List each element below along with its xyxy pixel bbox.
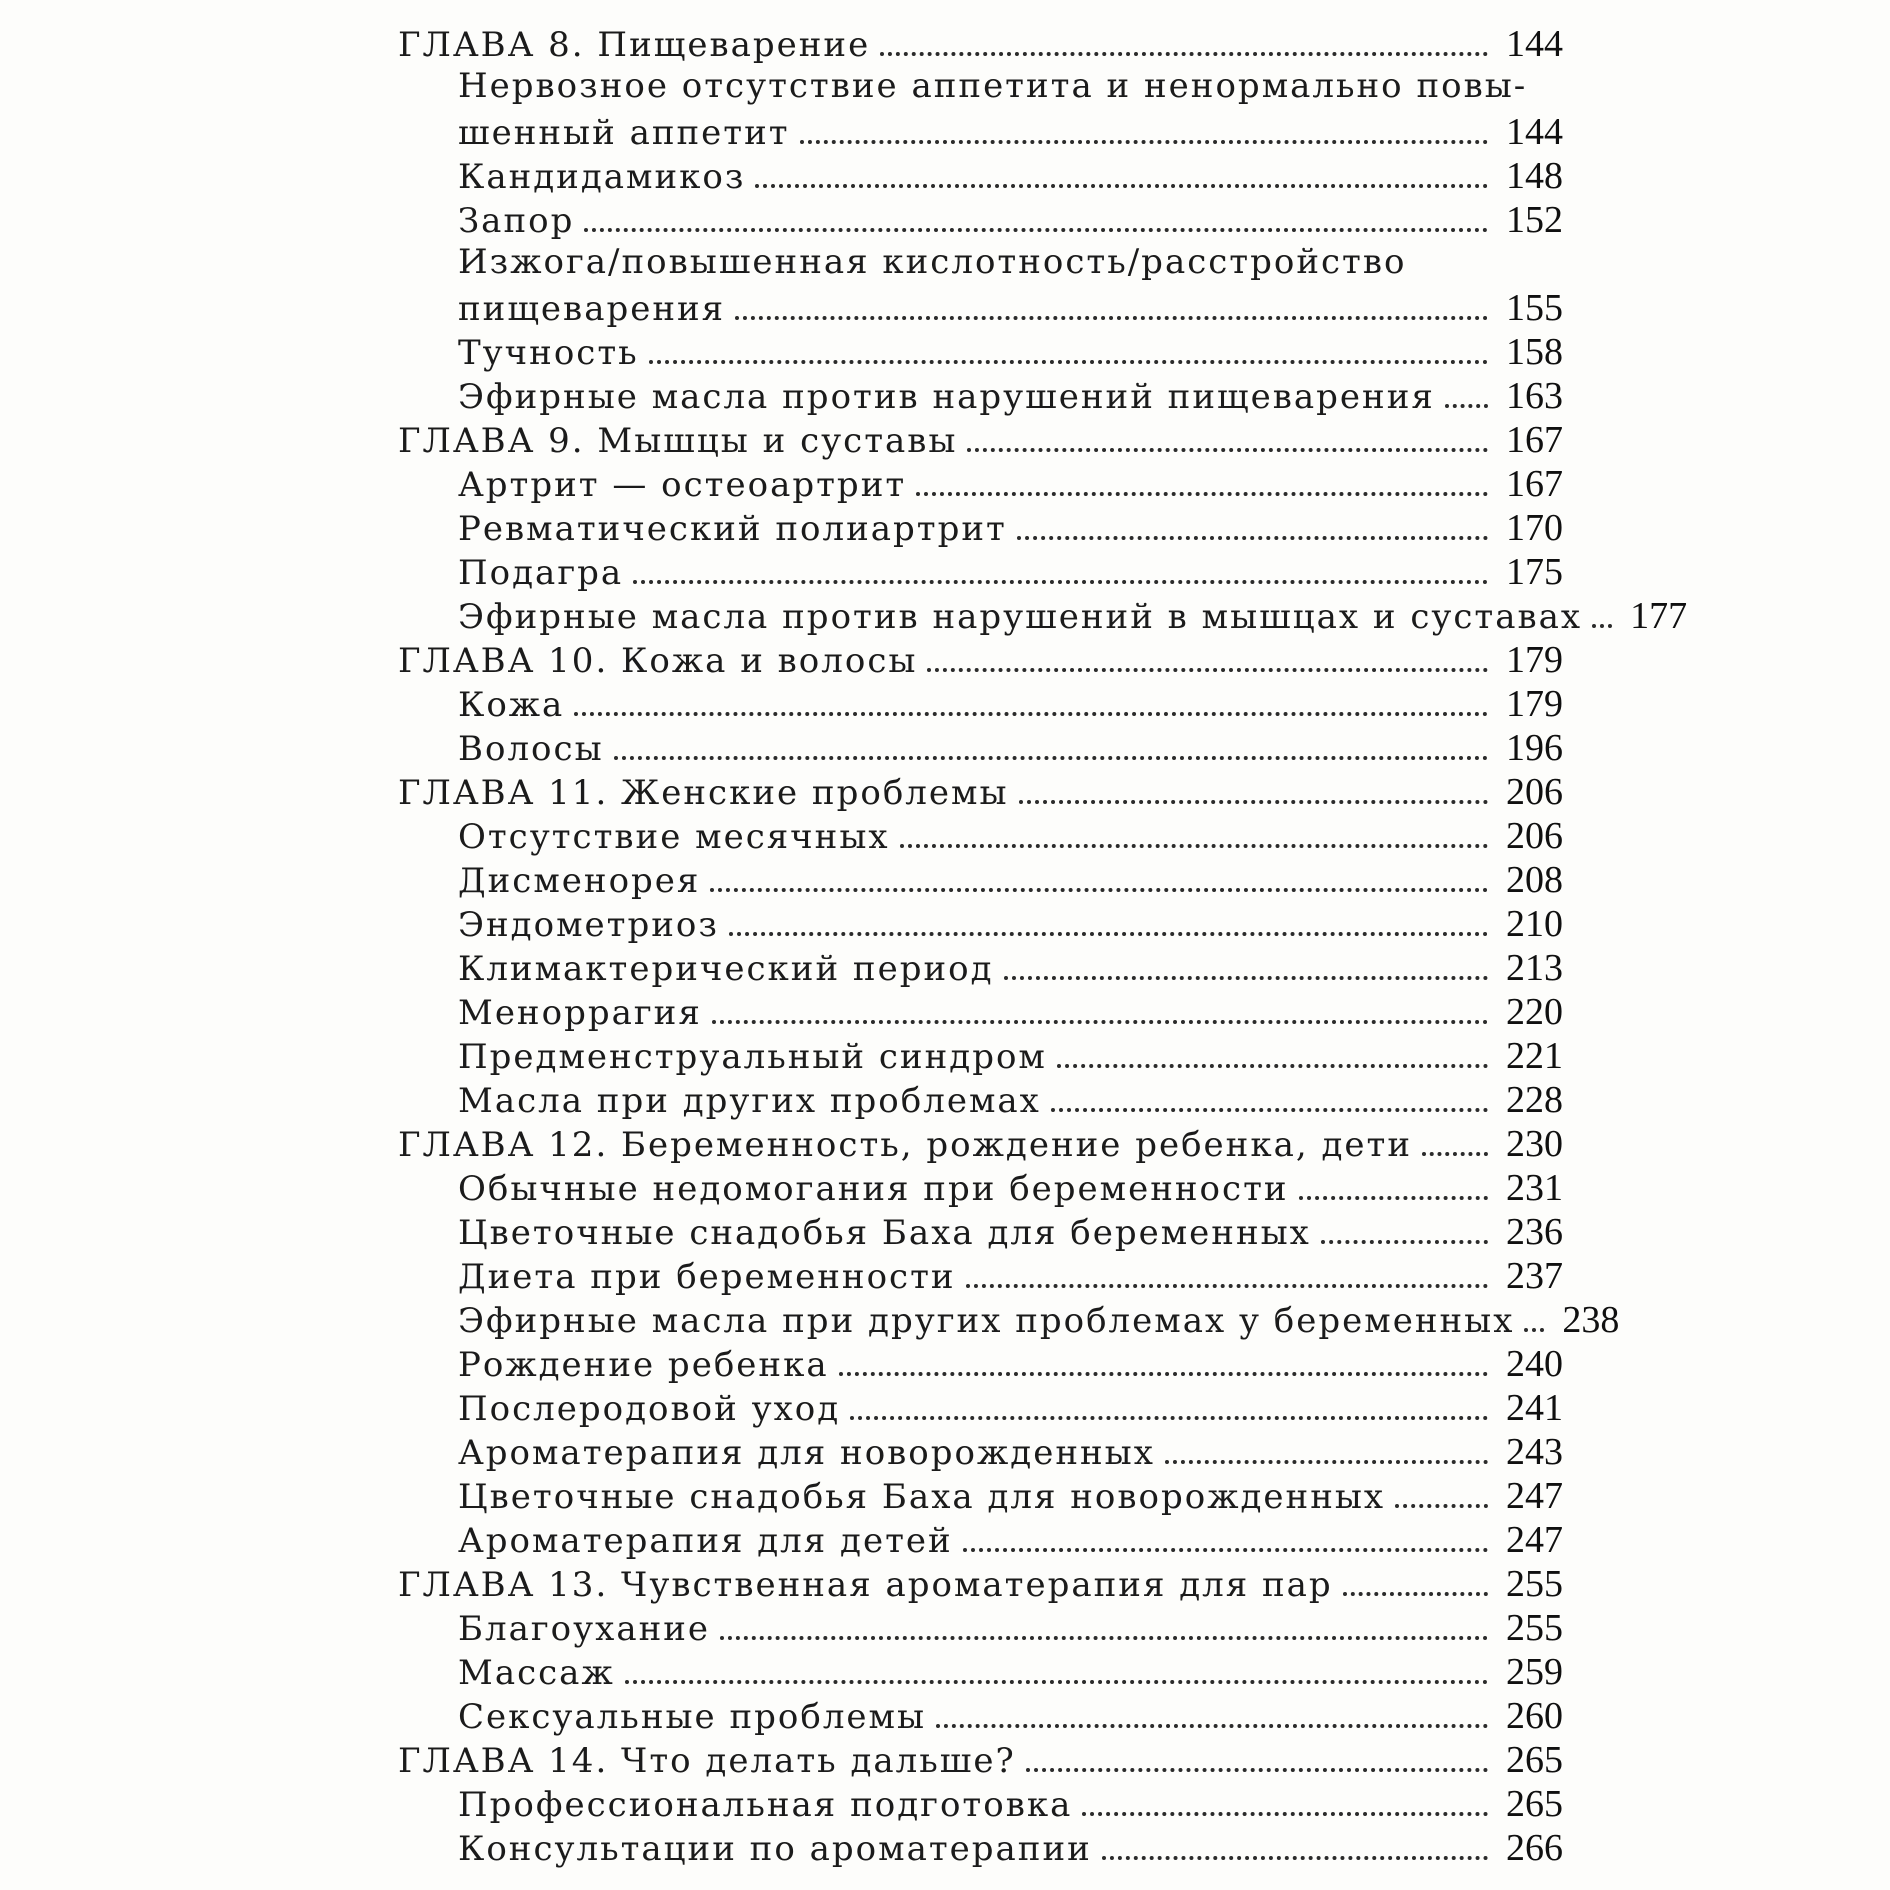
toc-entry-title: Ароматерапия для детей xyxy=(458,1521,953,1561)
toc-page-number: 163 xyxy=(1506,375,1563,417)
dot-leader xyxy=(1299,1196,1488,1200)
dot-leader xyxy=(839,1372,1488,1376)
toc-section-entry xyxy=(398,506,1578,550)
toc-section-entry xyxy=(398,1474,1578,1518)
toc-page-number: 237 xyxy=(1506,1255,1563,1297)
toc-section-entry xyxy=(398,594,1688,638)
dot-leader xyxy=(936,1724,1488,1728)
toc-page-number: 206 xyxy=(1506,815,1563,857)
dot-leader xyxy=(927,668,1488,672)
toc-entry-title: Сексуальные проблемы xyxy=(458,1697,927,1737)
dot-leader xyxy=(800,140,1488,144)
toc-entry-title: Изжога/повышенная кислотность/расстройство xyxy=(458,242,1407,282)
toc-chapter-entry xyxy=(398,638,1578,682)
toc-section-entry xyxy=(398,682,1578,726)
toc-entry-title: Профессиональная подготовка xyxy=(458,1785,1073,1825)
dot-leader xyxy=(1321,1240,1488,1244)
dot-leader xyxy=(574,712,1488,716)
dot-leader xyxy=(1445,404,1488,408)
toc-chapter-entry xyxy=(398,1738,1578,1782)
toc-section-entry xyxy=(398,110,1578,154)
toc-entry-title: ГЛАВА 11. Женские проблемы xyxy=(398,773,1009,813)
toc-page-number: 265 xyxy=(1506,1739,1563,1781)
toc-section-entry xyxy=(398,990,1578,1034)
dot-leader xyxy=(916,492,1488,496)
toc-section-entry xyxy=(398,902,1578,946)
toc-page-number: 236 xyxy=(1506,1211,1563,1253)
dot-leader xyxy=(963,1548,1488,1552)
toc-entry-title: Благоухание xyxy=(458,1609,711,1649)
dot-leader xyxy=(880,52,1488,56)
toc-entry-title: Кожа xyxy=(458,685,565,725)
dot-leader xyxy=(1019,800,1488,804)
toc-page-number: 152 xyxy=(1506,199,1563,241)
toc-entry-title: Ароматерапия для новорожденных xyxy=(458,1433,1155,1473)
toc-page-number: 221 xyxy=(1506,1035,1563,1077)
toc-page-number: 241 xyxy=(1506,1387,1563,1429)
toc-entry-title: Эфирные масла при других проблемах у беременных xyxy=(458,1301,1515,1341)
toc-entry-title: Артрит — остеоартрит xyxy=(458,465,907,505)
toc-page-number: 266 xyxy=(1506,1827,1563,1869)
dot-leader xyxy=(966,1284,1488,1288)
toc-section-entry xyxy=(398,1606,1578,1650)
toc-entry-title: Диета при беременности xyxy=(458,1257,956,1297)
toc-entry-title: пищеварения xyxy=(458,289,726,329)
toc-entry-title: Меноррагия xyxy=(458,993,702,1033)
toc-section-entry xyxy=(398,858,1578,902)
dot-leader xyxy=(584,228,1488,232)
toc-section-entry xyxy=(398,1386,1578,1430)
dot-leader xyxy=(614,756,1488,760)
toc-page-number: 247 xyxy=(1506,1519,1563,1561)
toc-entry-title: Эфирные масла против нарушений пищеварения xyxy=(458,377,1435,417)
toc-page-number: 243 xyxy=(1506,1431,1563,1473)
toc-chapter-entry xyxy=(398,770,1578,814)
dot-leader xyxy=(1057,1064,1488,1068)
toc-page-number: 213 xyxy=(1506,947,1563,989)
toc-page-number: 177 xyxy=(1630,595,1688,637)
dot-leader xyxy=(1422,1152,1488,1156)
toc-page-number: 240 xyxy=(1506,1343,1563,1385)
toc-section-entry xyxy=(398,154,1578,198)
dot-leader xyxy=(1102,1856,1488,1860)
toc-entry-title: Запор xyxy=(458,201,575,241)
dot-leader xyxy=(649,360,1488,364)
toc-section-entry xyxy=(398,1826,1578,1870)
dot-leader xyxy=(710,888,1488,892)
toc-page-number: 220 xyxy=(1506,991,1563,1033)
toc-entry-title: Дисменорея xyxy=(458,861,701,901)
toc-section-entry xyxy=(398,1782,1578,1826)
toc-entry-title: ГЛАВА 8. Пищеварение xyxy=(398,25,871,65)
toc-entry-title: ГЛАВА 14. Что делать дальше? xyxy=(398,1741,1016,1781)
toc-page-number: 255 xyxy=(1506,1607,1563,1649)
toc-entry-title: Эфирные масла против нарушений в мышцах и суставах xyxy=(458,597,1583,637)
toc-page-number: 210 xyxy=(1506,903,1563,945)
toc-section-entry xyxy=(398,1650,1578,1694)
toc-entry-title: Цветочные снадобья Баха для новорожденных xyxy=(458,1477,1386,1517)
toc-section-entry xyxy=(398,330,1578,374)
dot-leader xyxy=(720,1636,1488,1640)
toc-chapter-entry xyxy=(398,1122,1578,1166)
toc-page-number: 148 xyxy=(1506,155,1563,197)
toc-page-number: 230 xyxy=(1506,1123,1563,1165)
dot-leader xyxy=(1524,1328,1544,1332)
toc-section-entry xyxy=(398,1518,1578,1562)
toc-page-number: 208 xyxy=(1506,859,1563,901)
toc-entry-title: Тучность xyxy=(458,333,639,373)
toc-section-entry xyxy=(398,946,1578,990)
toc-page-number: 231 xyxy=(1506,1167,1563,1209)
toc-section-entry xyxy=(398,198,1578,242)
toc-section-entry xyxy=(398,66,1578,110)
toc-entry-title: Подагра xyxy=(458,553,624,593)
dot-leader xyxy=(850,1416,1488,1420)
toc-page-number: 144 xyxy=(1506,111,1563,153)
toc-page-number: 265 xyxy=(1506,1783,1563,1825)
toc-entry-title: Рождение ребенка xyxy=(458,1345,829,1385)
dot-leader xyxy=(755,184,1488,188)
toc-page-number: 247 xyxy=(1506,1475,1563,1517)
toc-entry-title: Эндометриоз xyxy=(458,905,719,945)
toc-entry-title: Массаж xyxy=(458,1653,615,1693)
toc-section-entry xyxy=(398,1034,1578,1078)
dot-leader xyxy=(967,448,1488,452)
dot-leader xyxy=(735,316,1488,320)
toc-page-number: 260 xyxy=(1506,1695,1563,1737)
toc-section-entry xyxy=(398,1078,1578,1122)
dot-leader xyxy=(1026,1768,1488,1772)
toc-entry-title: Предменструальный синдром xyxy=(458,1037,1047,1077)
toc-section-entry xyxy=(398,1342,1578,1386)
toc-page-number: 155 xyxy=(1506,287,1563,329)
dot-leader xyxy=(1051,1108,1488,1112)
toc-entry-title: ГЛАВА 10. Кожа и волосы xyxy=(398,641,918,681)
toc-section-entry xyxy=(398,242,1578,286)
toc-chapter-entry xyxy=(398,22,1578,66)
toc-page-number: 228 xyxy=(1506,1079,1563,1121)
toc-entry-title: Масла при других проблемах xyxy=(458,1081,1041,1121)
toc-chapter-entry xyxy=(398,418,1578,462)
toc-page-number: 158 xyxy=(1506,331,1563,373)
toc-entry-title: шенный аппетит xyxy=(458,113,790,153)
toc-page-number: 259 xyxy=(1506,1651,1563,1693)
toc-page-number: 167 xyxy=(1506,419,1563,461)
toc-page-number: 144 xyxy=(1506,23,1563,65)
dot-leader xyxy=(1082,1812,1488,1816)
toc-section-entry xyxy=(398,1298,1620,1342)
toc-page-number: 255 xyxy=(1506,1563,1563,1605)
toc-section-entry xyxy=(398,1430,1578,1474)
dot-leader xyxy=(712,1020,1488,1024)
toc-entry-title: Послеродовой уход xyxy=(458,1389,841,1429)
dot-leader xyxy=(1592,624,1612,628)
toc-page-number: 179 xyxy=(1506,683,1563,725)
dot-leader xyxy=(1395,1504,1488,1508)
toc-entry-title: Ревматический полиартрит xyxy=(458,509,1007,549)
toc-page-number: 167 xyxy=(1506,463,1563,505)
toc-section-entry xyxy=(398,814,1578,858)
toc-page-number: 170 xyxy=(1506,507,1563,549)
toc-entry-title: ГЛАВА 9. Мышцы и суставы xyxy=(398,421,958,461)
toc-section-entry xyxy=(398,462,1578,506)
toc-section-entry xyxy=(398,726,1578,770)
toc-section-entry xyxy=(398,1694,1578,1738)
dot-leader xyxy=(1165,1460,1488,1464)
dot-leader xyxy=(625,1680,1488,1684)
toc-entry-title: Климактерический период xyxy=(458,949,994,989)
toc-entry-title: ГЛАВА 13. Чувственная ароматерапия для пар xyxy=(398,1565,1333,1605)
toc-section-entry xyxy=(398,374,1578,418)
table-of-contents xyxy=(398,22,1688,1870)
dot-leader xyxy=(1017,536,1488,540)
toc-entry-title: Цветочные снадобья Баха для беременных xyxy=(458,1213,1311,1253)
toc-chapter-entry xyxy=(398,1562,1578,1606)
toc-page-number: 179 xyxy=(1506,639,1563,681)
toc-section-entry xyxy=(398,1166,1578,1210)
toc-section-entry xyxy=(398,1210,1578,1254)
toc-entry-title: Нервозное отсутствие аппетита и ненормально повы- xyxy=(458,66,1528,106)
toc-entry-title: ГЛАВА 12. Беременность, рождение ребенка, дети xyxy=(398,1125,1413,1165)
toc-section-entry xyxy=(398,286,1578,330)
dot-leader xyxy=(729,932,1488,936)
toc-page-number: 196 xyxy=(1506,727,1563,769)
toc-entry-title: Консультации по ароматерапии xyxy=(458,1829,1092,1869)
toc-section-entry xyxy=(398,550,1578,594)
dot-leader xyxy=(900,844,1488,848)
dot-leader xyxy=(1343,1592,1488,1596)
toc-entry-title: Волосы xyxy=(458,729,604,769)
toc-entry-title: Обычные недомогания при беременности xyxy=(458,1169,1289,1209)
toc-entry-title: Отсутствие месячных xyxy=(458,817,890,857)
toc-page-number: 238 xyxy=(1562,1299,1620,1341)
toc-page-number: 175 xyxy=(1506,551,1563,593)
toc-entry-title: Кандидамикоз xyxy=(458,157,746,197)
toc-page-number: 206 xyxy=(1506,771,1563,813)
dot-leader xyxy=(1004,976,1488,980)
toc-section-entry xyxy=(398,1254,1578,1298)
dot-leader xyxy=(633,580,1488,584)
